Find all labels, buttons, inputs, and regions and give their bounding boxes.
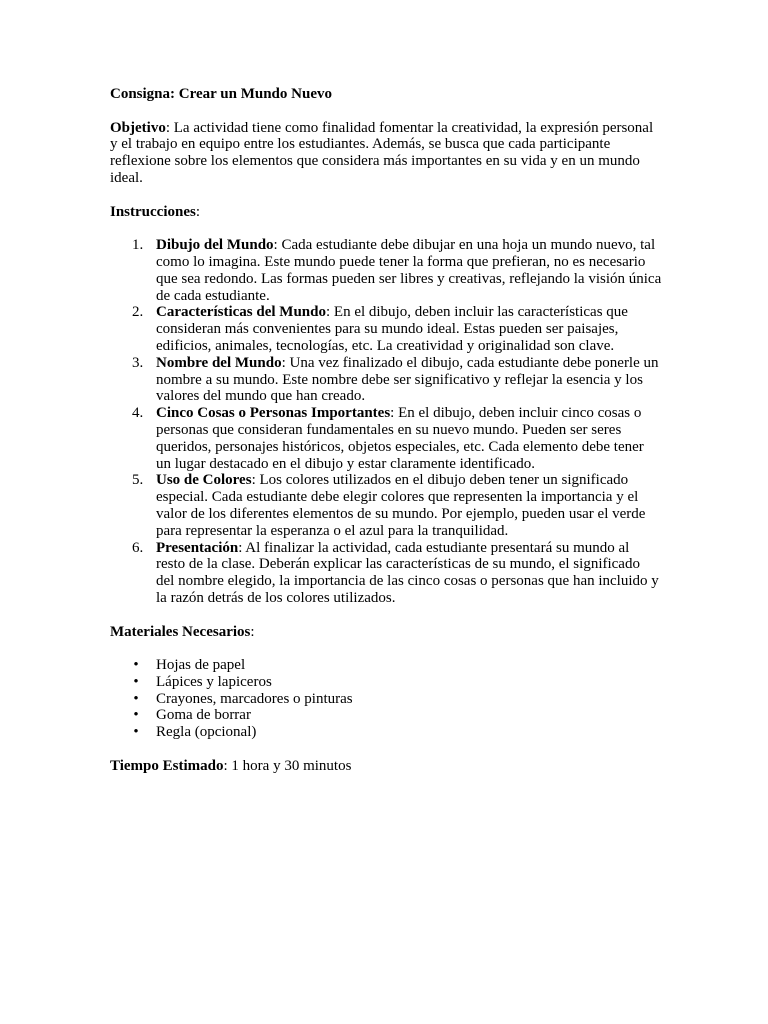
material-item xyxy=(133,657,662,674)
time-estimate xyxy=(110,758,662,775)
material-text: Regla (opcional) xyxy=(156,724,257,741)
bullet-icon: • xyxy=(133,690,139,707)
instruction-text: : En el dibujo, deben incluir las características que consideran más convenientes para su mundo ideal. Estas pueden ser paisajes, edificios, animales, tecnologías, etc. La creatividad y originalidad son clave. xyxy=(156,304,628,354)
bullet-icon: • xyxy=(133,673,139,690)
bullet-icon: • xyxy=(133,707,139,724)
material-text: Hojas de papel xyxy=(156,657,246,674)
time-label: Tiempo Estimado xyxy=(110,757,224,774)
material-item xyxy=(133,673,662,691)
bullet-icon: • xyxy=(133,724,139,741)
instructions-colon: : xyxy=(195,203,201,220)
material-text: Goma de borrar xyxy=(156,707,251,724)
instruction-text: : Una vez finalizado el dibujo, cada estudiante debe ponerle un nombre a su mundo. Este nombre debe ser significativo y reflejar la esencia y los valores del mundo que han creado. xyxy=(156,354,659,405)
document-page xyxy=(110,86,662,791)
material-text: Crayones, marcadores o pinturas xyxy=(156,690,353,707)
instruction-item xyxy=(132,472,662,539)
instruction-number: 3. xyxy=(132,354,144,371)
instruction-heading: Características del Mundo xyxy=(156,304,326,321)
materials-colon: : xyxy=(250,623,255,640)
instructions-heading xyxy=(110,204,662,221)
instruction-heading: Presentación xyxy=(156,539,239,556)
bullet-icon: • xyxy=(133,657,139,674)
instruction-number: 1. xyxy=(132,237,144,254)
material-text: Lápices y lapiceros xyxy=(156,673,272,690)
instruction-number: 4. xyxy=(132,405,144,422)
instruction-number: 2. xyxy=(132,304,144,321)
instruction-text: : Los colores utilizados en el dibujo deben tener un significado especial. Cada estudiante debe elegir colores que representen la importancia y el valor de los diferentes elementos de su mundo. Por ejemplo, pueden usar el verde para representar la esperanza o el azul para la tranquilidad. xyxy=(156,472,646,539)
instruction-number: 6. xyxy=(132,539,144,556)
instruction-heading: Dibujo del Mundo xyxy=(156,237,274,254)
instruction-item xyxy=(132,539,662,607)
instruction-item xyxy=(132,237,662,304)
objective-text: : La actividad tiene como finalidad fomentar la creatividad, la expresión personal y el trabajo en equipo entre los estudiantes. Además, se busca que cada participante reflexione sobre los elementos que considera más importantes en su vida y en un mundo ideal. xyxy=(110,119,654,186)
material-item xyxy=(133,707,662,724)
objective-paragraph xyxy=(110,120,662,187)
instruction-text: : En el dibujo, deben incluir cinco cosas o personas que consideran fundamentales en su nuevo mundo. Pueden ser seres queridos, personajes históricos, objetos especiales, etc. Cada elemento debe tener un lugar destacado en el dibujo y estar claramente identificado. xyxy=(156,405,644,472)
material-item xyxy=(133,724,662,741)
time-text: : 1 hora y 30 minutos xyxy=(223,757,352,774)
instruction-text: : Cada estudiante debe dibujar en una hoja un mundo nuevo, tal como lo imagina. Este mundo puede tener la forma que prefieran, no es necesario que sea redondo. Las formas pueden ser libres y creativas, reflejando la visión única de cada estudiante. xyxy=(156,237,662,304)
instruction-number: 5. xyxy=(132,472,144,489)
instruction-item xyxy=(132,354,662,405)
materials-label: Materiales Necesarios xyxy=(110,623,251,640)
instruction-heading: Uso de Colores xyxy=(156,472,252,489)
material-item xyxy=(133,690,662,708)
document-title: Consigna: Crear un Mundo Nuevo xyxy=(110,86,332,102)
instructions-label: Instrucciones xyxy=(110,203,196,220)
materials-list xyxy=(110,657,662,741)
instruction-item xyxy=(132,405,662,472)
instruction-text: : Al finalizar la actividad, cada estudiante presentará su mundo al resto de la clase. Deberán explicar las características de su mundo, el significado del nombre elegido, la importancia de las cinco cosas o personas que han incluido y la razón detrás de los colores utilizados. xyxy=(156,539,659,606)
instruction-heading: Nombre del Mundo xyxy=(156,354,282,371)
instructions-list xyxy=(110,237,662,607)
instruction-item xyxy=(132,304,662,354)
instruction-heading: Cinco Cosas o Personas Importantes xyxy=(156,405,391,422)
objective-label: Objetivo xyxy=(110,119,166,136)
materials-heading xyxy=(110,624,662,641)
